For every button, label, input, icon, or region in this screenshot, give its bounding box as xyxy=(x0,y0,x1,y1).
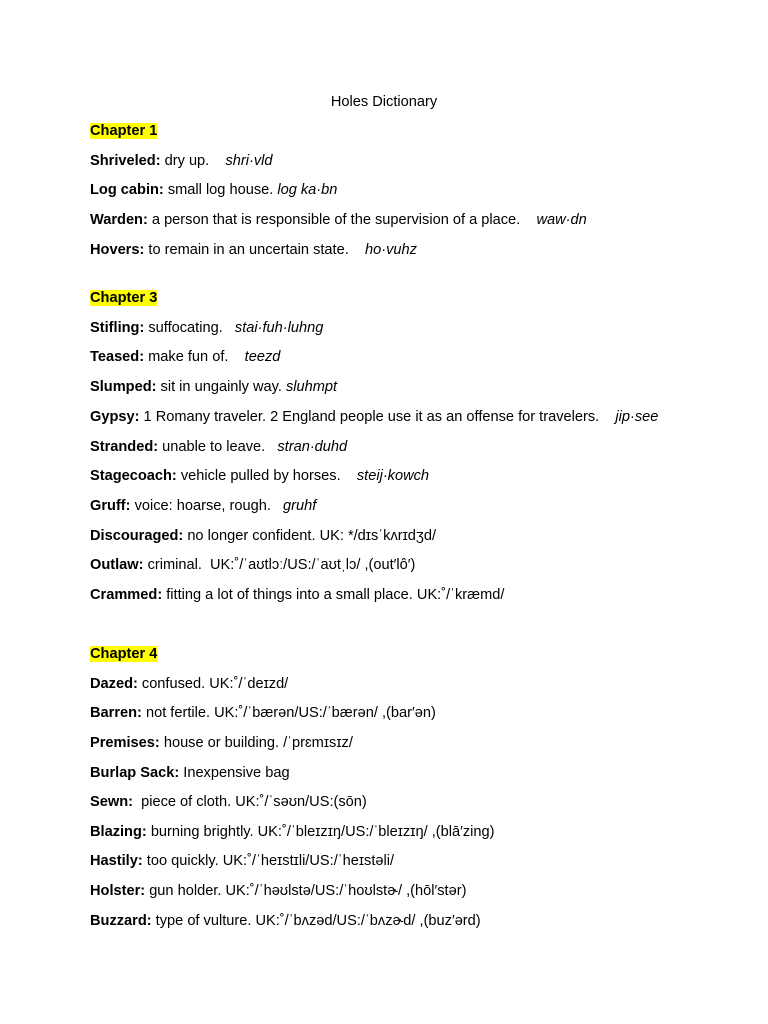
entry-definition: criminal. UK:˚/ˈaʊtlɔː/US:/ˈaʊtˌlɔ/ ,(out′lô′) xyxy=(143,557,416,573)
dictionary-entry xyxy=(90,319,323,337)
dictionary-entry xyxy=(90,882,466,900)
entry-term: Dazed: xyxy=(90,676,138,692)
entry-definition: suffocating. xyxy=(144,320,235,336)
entry-term: Log cabin: xyxy=(90,182,164,198)
chapter-heading-text: Chapter 3 xyxy=(90,290,158,306)
entry-term: Gypsy: xyxy=(90,409,140,425)
entry-definition: gun holder. UK:˚/ˈhəʊlstə/US:/ˈhoʊlstɚ/ ,(hōl′stər) xyxy=(145,883,467,899)
dictionary-entry xyxy=(90,438,347,456)
document-title: Holes Dictionary xyxy=(330,94,438,110)
entry-term: Crammed: xyxy=(90,587,163,603)
entry-term: Teased: xyxy=(90,349,145,365)
entry-term: Sewn: xyxy=(90,794,133,810)
entry-term: Holster: xyxy=(90,883,146,899)
dictionary-entry xyxy=(90,152,272,170)
entry-definition: small log house. xyxy=(163,182,278,198)
entry-term: Discouraged: xyxy=(90,528,184,544)
entry-pronunciation: stran·duhd xyxy=(277,439,348,455)
entry-pronunciation: shri·vld xyxy=(225,153,273,169)
entry-term: Hovers: xyxy=(90,242,145,258)
entry-term: Shriveled: xyxy=(90,153,161,169)
entry-pronunciation: ho·vuhz xyxy=(365,242,417,258)
entry-definition: confused. UK:˚/ˈdeɪzd/ xyxy=(137,676,289,692)
entry-term: Hastily: xyxy=(90,853,143,869)
entry-term: Stifling: xyxy=(90,320,145,336)
entry-definition: 1 Romany traveler. 2 England people use it as an offense for travelers. xyxy=(139,409,616,425)
dictionary-entry xyxy=(90,704,436,722)
entry-term: Slumped: xyxy=(90,379,157,395)
entry-definition: not fertile. UK:˚/ˈbærən/US:/ˈbærən/ ,(bar′ən) xyxy=(141,705,436,721)
entry-definition: dry up. xyxy=(160,153,226,169)
entry-term: Gruff: xyxy=(90,498,131,514)
dictionary-entry xyxy=(90,181,337,199)
entry-definition: voice: hoarse, rough. xyxy=(130,498,284,514)
dictionary-entry xyxy=(90,378,337,396)
dictionary-entry xyxy=(90,467,429,485)
entry-pronunciation: steij·kowch xyxy=(356,468,430,484)
entry-term: Burlap Sack: xyxy=(90,765,180,781)
entry-definition: no longer confident. UK: */dɪsˈkʌrɪdʒd/ xyxy=(183,528,437,544)
entry-definition: vehicle pulled by horses. xyxy=(176,468,357,484)
dictionary-entry xyxy=(90,348,280,366)
entry-pronunciation: jip·see xyxy=(615,409,659,425)
entry-term: Premises: xyxy=(90,735,160,751)
entry-pronunciation: sluhmpt xyxy=(286,379,338,395)
entry-definition: unable to leave. xyxy=(158,439,278,455)
entry-definition: make fun of. xyxy=(144,349,245,365)
entry-definition: Inexpensive bag xyxy=(179,765,290,781)
dictionary-entry xyxy=(90,734,353,752)
entry-pronunciation: gruhf xyxy=(283,498,317,514)
dictionary-entry xyxy=(90,211,587,229)
chapter-heading-text: Chapter 4 xyxy=(90,646,158,662)
chapter-heading xyxy=(90,289,157,307)
entry-term: Outlaw: xyxy=(90,557,144,573)
entry-definition: type of vulture. UK:˚/ˈbʌzəd/US:/ˈbʌzɚd/ ,(buz′ərd) xyxy=(151,913,481,929)
entry-definition: too quickly. UK:˚/ˈheɪstɪli/US:/ˈheɪstəli/ xyxy=(142,853,395,869)
dictionary-entry xyxy=(90,527,436,545)
entry-pronunciation: teezd xyxy=(244,349,281,365)
entry-term: Stranded: xyxy=(90,439,159,455)
entry-term: Buzzard: xyxy=(90,913,152,929)
dictionary-entry xyxy=(90,586,504,604)
chapter-heading xyxy=(90,122,157,140)
dictionary-entry xyxy=(90,764,290,782)
entry-term: Stagecoach: xyxy=(90,468,177,484)
entry-term: Barren: xyxy=(90,705,142,721)
entry-pronunciation: stai·fuh·luhng xyxy=(234,320,324,336)
dictionary-entry xyxy=(90,823,494,841)
entry-definition: piece of cloth. UK:˚/ˈsəʊn/US:(sōn) xyxy=(132,794,367,810)
dictionary-entry xyxy=(90,241,417,259)
dictionary-entry xyxy=(90,497,316,515)
entry-definition: a person that is responsible of the supervision of a place. xyxy=(147,212,537,228)
dictionary-entry xyxy=(90,556,415,574)
entry-term: Warden: xyxy=(90,212,148,228)
entry-definition: house or building. /ˈprɛmɪsɪz/ xyxy=(159,735,353,751)
dictionary-entry xyxy=(90,793,367,811)
dictionary-entry xyxy=(90,852,394,870)
chapter-heading-text: Chapter 1 xyxy=(90,123,158,139)
entry-definition: burning brightly. UK:˚/ˈbleɪzɪŋ/US:/ˈbleɪzɪŋ/ ,(blā′zing) xyxy=(146,824,495,840)
dictionary-entry xyxy=(90,675,288,693)
dictionary-entry xyxy=(90,912,481,930)
entry-pronunciation: waw·dn xyxy=(536,212,587,228)
dictionary-entry xyxy=(90,408,658,426)
entry-definition: fitting a lot of things into a small place. UK:˚/ˈkræmd/ xyxy=(162,587,505,603)
entry-term: Blazing: xyxy=(90,824,147,840)
entry-definition: to remain in an uncertain state. xyxy=(144,242,365,258)
entry-definition: sit in ungainly way. xyxy=(156,379,286,395)
entry-pronunciation: log ka·bn xyxy=(277,182,338,198)
chapter-heading xyxy=(90,645,157,663)
